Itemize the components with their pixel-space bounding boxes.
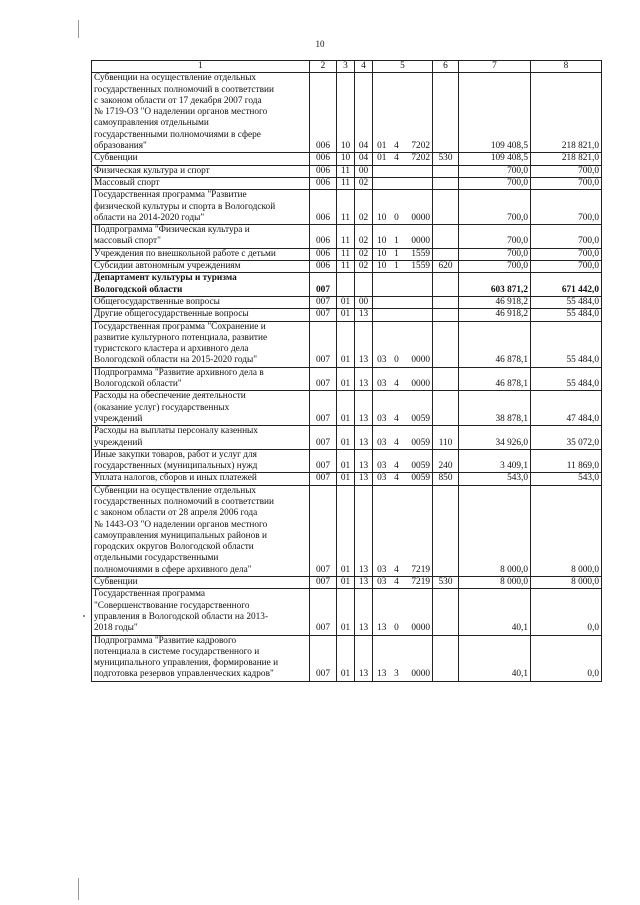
cell-amount-year1: 543,0 bbox=[459, 473, 531, 485]
cell-section bbox=[337, 273, 355, 297]
cell-direction: 7202 bbox=[403, 153, 433, 165]
cell-expense-type bbox=[433, 485, 459, 576]
row-name-text: Физическая культура и спорт bbox=[94, 165, 210, 176]
row-name bbox=[92, 426, 310, 450]
header-col-6: 6 bbox=[433, 61, 459, 73]
cell-subsection: 04 bbox=[355, 73, 373, 153]
cell-subsection: 02 bbox=[355, 225, 373, 249]
cell-program: 10 bbox=[373, 225, 391, 249]
cell-direction: 7219 bbox=[403, 577, 433, 589]
cell-direction: 0000 bbox=[403, 190, 433, 225]
cell-amount-year2: 700,0 bbox=[531, 261, 602, 273]
row-name-text: Субсидии автономным учреждениям bbox=[94, 261, 241, 272]
cell-program: 01 bbox=[373, 153, 391, 165]
cell-subsection: 13 bbox=[355, 321, 373, 367]
cell-grbs: 006 bbox=[310, 177, 337, 189]
row-name bbox=[92, 589, 310, 635]
cell-expense-type: 530 bbox=[433, 577, 459, 589]
cell-subsection: 04 bbox=[355, 153, 373, 165]
row-name-text: Расходы на обеспечение деятельности (оказание услуг) государственных учреждений bbox=[94, 391, 246, 424]
cell-section: 01 bbox=[337, 426, 355, 450]
cell-subprogram: 4 bbox=[391, 449, 403, 473]
row-name-text: Субвенции на осуществление отдельных государственных полномочий в соответствии с законом области от 28 апреля 2006 года № 1443-ОЗ "О наделении органов местного самоуправления муниципальных районов и городских округов Вологодской области отдельными государственными полномочиями в сфере архивного дела" bbox=[94, 485, 274, 575]
cell-section: 11 bbox=[337, 261, 355, 273]
row-name-text: Государственная программа "Развитие физической культуры и спорта в Вологодской области на 2014-2020 годы" bbox=[94, 190, 276, 223]
binding-mark-bottom bbox=[78, 878, 79, 900]
cell-section: 10 bbox=[337, 153, 355, 165]
table-row bbox=[92, 473, 602, 485]
cell-subsection: 02 bbox=[355, 177, 373, 189]
cell-expense-type bbox=[433, 391, 459, 426]
cell-direction bbox=[403, 165, 433, 177]
cell-program: 10 bbox=[373, 261, 391, 273]
cell-section: 01 bbox=[337, 635, 355, 681]
row-name bbox=[92, 485, 310, 576]
row-name-text: Уплата налогов, сборов и иных платежей bbox=[94, 473, 257, 484]
table-row bbox=[92, 225, 602, 249]
cell-subsection: 13 bbox=[355, 485, 373, 576]
cell-program: 03 bbox=[373, 473, 391, 485]
cell-subprogram bbox=[391, 165, 403, 177]
row-name bbox=[92, 577, 310, 589]
cell-amount-year2: 700,0 bbox=[531, 165, 602, 177]
cell-amount-year2: 55 484,0 bbox=[531, 367, 602, 391]
cell-program: 03 bbox=[373, 321, 391, 367]
cell-direction: 0059 bbox=[403, 391, 433, 426]
cell-amount-year1: 700,0 bbox=[459, 248, 531, 260]
table-row bbox=[92, 296, 602, 308]
header-col-4: 4 bbox=[355, 61, 373, 73]
cell-amount-year2: 55 484,0 bbox=[531, 309, 602, 321]
cell-grbs: 007 bbox=[310, 273, 337, 297]
table-row bbox=[92, 309, 602, 321]
cell-amount-year2: 55 484,0 bbox=[531, 296, 602, 308]
cell-subsection: 13 bbox=[355, 309, 373, 321]
cell-grbs: 006 bbox=[310, 248, 337, 260]
cell-amount-year2: 671 442,0 bbox=[531, 273, 602, 297]
cell-amount-year2: 700,0 bbox=[531, 177, 602, 189]
cell-subprogram: 4 bbox=[391, 367, 403, 391]
row-name bbox=[92, 153, 310, 165]
cell-subsection: 02 bbox=[355, 248, 373, 260]
cell-section: 01 bbox=[337, 321, 355, 367]
cell-program bbox=[373, 165, 391, 177]
cell-program bbox=[373, 296, 391, 308]
table-row bbox=[92, 273, 602, 297]
cell-direction bbox=[403, 296, 433, 308]
cell-amount-year1: 8 000,0 bbox=[459, 577, 531, 589]
cell-amount-year1: 46 918,2 bbox=[459, 309, 531, 321]
cell-amount-year1: 46 918,2 bbox=[459, 296, 531, 308]
cell-program: 03 bbox=[373, 449, 391, 473]
row-name-text: Субвенции на осуществление отдельных государственных полномочий в соответствии с законом области от 17 декабря 2007 года № 1719-ОЗ "О наделении органов местного самоуправления отдельными государственными полномочиями в сфере образования" bbox=[94, 73, 274, 152]
cell-subprogram: 4 bbox=[391, 426, 403, 450]
row-name bbox=[92, 473, 310, 485]
cell-program: 03 bbox=[373, 391, 391, 426]
cell-amount-year2: 0,0 bbox=[531, 635, 602, 681]
header-row bbox=[92, 61, 602, 73]
cell-amount-year1: 700,0 bbox=[459, 261, 531, 273]
cell-subprogram: 4 bbox=[391, 153, 403, 165]
row-name bbox=[92, 367, 310, 391]
cell-program bbox=[373, 309, 391, 321]
cell-amount-year2: 55 484,0 bbox=[531, 321, 602, 367]
cell-amount-year1: 38 878,1 bbox=[459, 391, 531, 426]
cell-grbs: 007 bbox=[310, 473, 337, 485]
cell-amount-year1: 46 878,1 bbox=[459, 367, 531, 391]
table-row bbox=[92, 391, 602, 426]
cell-expense-type bbox=[433, 296, 459, 308]
cell-direction: 0000 bbox=[403, 321, 433, 367]
cell-amount-year1: 109 408,5 bbox=[459, 153, 531, 165]
cell-program: 03 bbox=[373, 426, 391, 450]
row-name bbox=[92, 449, 310, 473]
cell-direction: 0000 bbox=[403, 225, 433, 249]
cell-subsection bbox=[355, 273, 373, 297]
cell-grbs: 007 bbox=[310, 589, 337, 635]
table-row bbox=[92, 153, 602, 165]
cell-program: 13 bbox=[373, 635, 391, 681]
row-name-text: Субвенции bbox=[94, 577, 138, 588]
cell-grbs: 006 bbox=[310, 225, 337, 249]
row-name-text: Подпрограмма "Развитие архивного дела в Вологодской области" bbox=[94, 367, 264, 390]
cell-direction: 0000 bbox=[403, 589, 433, 635]
cell-program bbox=[373, 177, 391, 189]
cell-section: 11 bbox=[337, 190, 355, 225]
cell-program: 13 bbox=[373, 589, 391, 635]
cell-section: 01 bbox=[337, 589, 355, 635]
cell-amount-year2: 0,0 bbox=[531, 589, 602, 635]
cell-subsection: 02 bbox=[355, 261, 373, 273]
header-col-3: 3 bbox=[337, 61, 355, 73]
cell-grbs: 006 bbox=[310, 261, 337, 273]
cell-expense-type bbox=[433, 321, 459, 367]
row-name bbox=[92, 309, 310, 321]
cell-subprogram: 4 bbox=[391, 473, 403, 485]
table-row bbox=[92, 426, 602, 450]
cell-expense-type bbox=[433, 73, 459, 153]
cell-subsection: 13 bbox=[355, 391, 373, 426]
cell-direction bbox=[403, 273, 433, 297]
cell-program: 03 bbox=[373, 577, 391, 589]
cell-amount-year2: 218 821,0 bbox=[531, 153, 602, 165]
cell-expense-type: 850 bbox=[433, 473, 459, 485]
row-name-text: Расходы на выплаты персоналу казенных учреждений bbox=[94, 426, 258, 448]
row-name bbox=[92, 273, 310, 297]
row-name-text: Подпрограмма "Развитие кадрового потенциала в системе государственного и муниципального управления, формирование и подготовка резервов управленческих кадров" bbox=[94, 635, 279, 680]
cell-direction: 7202 bbox=[403, 73, 433, 153]
cell-direction bbox=[403, 309, 433, 321]
cell-amount-year1: 603 871,2 bbox=[459, 273, 531, 297]
row-name bbox=[92, 296, 310, 308]
row-name-text: Общегосударственные вопросы bbox=[94, 296, 220, 307]
cell-expense-type bbox=[433, 165, 459, 177]
page-number: 10 bbox=[315, 39, 325, 49]
cell-amount-year1: 40,1 bbox=[459, 589, 531, 635]
cell-section: 10 bbox=[337, 73, 355, 153]
budget-table bbox=[91, 60, 602, 682]
cell-section: 11 bbox=[337, 248, 355, 260]
cell-program: 03 bbox=[373, 367, 391, 391]
cell-grbs: 007 bbox=[310, 449, 337, 473]
cell-expense-type bbox=[433, 190, 459, 225]
cell-direction: 0059 bbox=[403, 449, 433, 473]
cell-expense-type bbox=[433, 177, 459, 189]
cell-subprogram: 0 bbox=[391, 190, 403, 225]
cell-direction: 0059 bbox=[403, 473, 433, 485]
table-row bbox=[92, 485, 602, 576]
table-row bbox=[92, 73, 602, 153]
cell-subprogram: 3 bbox=[391, 635, 403, 681]
cell-grbs: 006 bbox=[310, 153, 337, 165]
cell-expense-type: 530 bbox=[433, 153, 459, 165]
cell-section: 01 bbox=[337, 296, 355, 308]
cell-direction: 1559 bbox=[403, 261, 433, 273]
row-name bbox=[92, 190, 310, 225]
cell-amount-year1: 700,0 bbox=[459, 165, 531, 177]
cell-section: 01 bbox=[337, 391, 355, 426]
cell-amount-year2: 218 821,0 bbox=[531, 73, 602, 153]
cell-section: 01 bbox=[337, 309, 355, 321]
cell-amount-year2: 700,0 bbox=[531, 248, 602, 260]
table-row bbox=[92, 165, 602, 177]
cell-program bbox=[373, 273, 391, 297]
row-name bbox=[92, 248, 310, 260]
row-name bbox=[92, 165, 310, 177]
cell-section: 01 bbox=[337, 485, 355, 576]
cell-amount-year2: 700,0 bbox=[531, 190, 602, 225]
table-row bbox=[92, 449, 602, 473]
cell-subprogram bbox=[391, 296, 403, 308]
cell-subprogram: 4 bbox=[391, 577, 403, 589]
cell-direction: 0000 bbox=[403, 367, 433, 391]
row-name bbox=[92, 261, 310, 273]
cell-subprogram: 0 bbox=[391, 589, 403, 635]
cell-direction bbox=[403, 177, 433, 189]
cell-subsection: 13 bbox=[355, 473, 373, 485]
cell-grbs: 007 bbox=[310, 635, 337, 681]
cell-subprogram bbox=[391, 273, 403, 297]
cell-subprogram: 1 bbox=[391, 248, 403, 260]
cell-direction: 0059 bbox=[403, 426, 433, 450]
cell-amount-year1: 34 926,0 bbox=[459, 426, 531, 450]
cell-subprogram bbox=[391, 177, 403, 189]
cell-program: 10 bbox=[373, 248, 391, 260]
cell-expense-type bbox=[433, 635, 459, 681]
cell-amount-year1: 8 000,0 bbox=[459, 485, 531, 576]
table-row bbox=[92, 177, 602, 189]
cell-expense-type: 620 bbox=[433, 261, 459, 273]
cell-amount-year2: 11 869,0 bbox=[531, 449, 602, 473]
cell-amount-year2: 8 000,0 bbox=[531, 485, 602, 576]
cell-grbs: 007 bbox=[310, 426, 337, 450]
cell-direction: 1559 bbox=[403, 248, 433, 260]
row-name bbox=[92, 177, 310, 189]
cell-grbs: 006 bbox=[310, 165, 337, 177]
cell-section: 11 bbox=[337, 165, 355, 177]
table-row bbox=[92, 367, 602, 391]
cell-subsection: 13 bbox=[355, 426, 373, 450]
table-row bbox=[92, 577, 602, 589]
cell-subsection: 13 bbox=[355, 589, 373, 635]
cell-grbs: 007 bbox=[310, 321, 337, 367]
cell-subsection: 13 bbox=[355, 449, 373, 473]
row-name bbox=[92, 225, 310, 249]
cell-grbs: 007 bbox=[310, 296, 337, 308]
cell-amount-year2: 543,0 bbox=[531, 473, 602, 485]
table-row bbox=[92, 248, 602, 260]
table-row bbox=[92, 635, 602, 681]
header-col-7: 7 bbox=[459, 61, 531, 73]
cell-subsection: 00 bbox=[355, 165, 373, 177]
cell-grbs: 007 bbox=[310, 391, 337, 426]
cell-section: 01 bbox=[337, 449, 355, 473]
row-name-text: Учреждения по внешкольной работе с детьми bbox=[94, 248, 276, 259]
row-name-text: Подпрограмма "Физическая культура и массовый спорт" bbox=[94, 225, 250, 247]
cell-program: 10 bbox=[373, 190, 391, 225]
cell-direction: 7219 bbox=[403, 485, 433, 576]
cell-expense-type bbox=[433, 248, 459, 260]
row-name-text: Массовый спорт bbox=[94, 177, 160, 188]
cell-expense-type bbox=[433, 589, 459, 635]
cell-program: 01 bbox=[373, 73, 391, 153]
table-row bbox=[92, 321, 602, 367]
table-row bbox=[92, 190, 602, 225]
cell-direction: 0000 bbox=[403, 635, 433, 681]
cell-subprogram: 4 bbox=[391, 485, 403, 576]
row-name-text: Государственная программа "Сохранение и развитие культурного потенциала, развитие туристского кластера и архивного дела Вологодской области на 2015-2020 годы" bbox=[94, 321, 268, 366]
cell-expense-type: 110 bbox=[433, 426, 459, 450]
row-name bbox=[92, 321, 310, 367]
cell-subprogram: 4 bbox=[391, 73, 403, 153]
cell-amount-year2: 700,0 bbox=[531, 225, 602, 249]
cell-grbs: 006 bbox=[310, 73, 337, 153]
cell-subprogram: 0 bbox=[391, 321, 403, 367]
cell-subprogram bbox=[391, 309, 403, 321]
cell-amount-year2: 8 000,0 bbox=[531, 577, 602, 589]
header-col-2: 2 bbox=[310, 61, 337, 73]
cell-section: 01 bbox=[337, 577, 355, 589]
cell-grbs: 007 bbox=[310, 485, 337, 576]
row-name-text: Иные закупки товаров, работ и услуг для государственных (муниципальных) нужд bbox=[94, 449, 258, 472]
cell-subsection: 13 bbox=[355, 635, 373, 681]
cell-subprogram: 4 bbox=[391, 391, 403, 426]
cell-amount-year2: 35 072,0 bbox=[531, 426, 602, 450]
row-name-text: Другие общегосударственные вопросы bbox=[94, 309, 249, 320]
row-name bbox=[92, 391, 310, 426]
cell-section: 11 bbox=[337, 177, 355, 189]
row-name-text: Субвенции bbox=[94, 153, 138, 164]
cell-subsection: 00 bbox=[355, 296, 373, 308]
cell-expense-type: 240 bbox=[433, 449, 459, 473]
cell-expense-type bbox=[433, 309, 459, 321]
table-row bbox=[92, 261, 602, 273]
header-col-1: 1 bbox=[92, 61, 310, 73]
cell-section: 01 bbox=[337, 367, 355, 391]
header-col-8: 8 bbox=[531, 61, 602, 73]
row-name bbox=[92, 73, 310, 153]
cell-section: 11 bbox=[337, 225, 355, 249]
margin-dot bbox=[83, 615, 85, 617]
cell-amount-year1: 109 408,5 bbox=[459, 73, 531, 153]
row-name bbox=[92, 635, 310, 681]
cell-subsection: 13 bbox=[355, 577, 373, 589]
row-name-text: Государственная программа "Совершенствование государственного управления в Вологодской области на 2013- 2018 годы" bbox=[94, 589, 269, 634]
row-name-text: Департамент культуры и туризма Вологодской области bbox=[94, 273, 237, 295]
cell-amount-year1: 700,0 bbox=[459, 190, 531, 225]
cell-amount-year1: 3 409,1 bbox=[459, 449, 531, 473]
cell-grbs: 007 bbox=[310, 577, 337, 589]
cell-grbs: 006 bbox=[310, 190, 337, 225]
cell-grbs: 007 bbox=[310, 367, 337, 391]
cell-subprogram: 1 bbox=[391, 261, 403, 273]
cell-program: 03 bbox=[373, 485, 391, 576]
cell-amount-year2: 47 484,0 bbox=[531, 391, 602, 426]
cell-expense-type bbox=[433, 273, 459, 297]
cell-amount-year1: 700,0 bbox=[459, 177, 531, 189]
cell-subsection: 13 bbox=[355, 367, 373, 391]
cell-expense-type bbox=[433, 367, 459, 391]
cell-grbs: 007 bbox=[310, 309, 337, 321]
table-row bbox=[92, 589, 602, 635]
cell-amount-year1: 46 878,1 bbox=[459, 321, 531, 367]
cell-subprogram: 1 bbox=[391, 225, 403, 249]
cell-section: 01 bbox=[337, 473, 355, 485]
header-col-5: 5 bbox=[373, 61, 433, 73]
cell-subsection: 02 bbox=[355, 190, 373, 225]
binding-mark-top bbox=[78, 20, 79, 38]
cell-expense-type bbox=[433, 225, 459, 249]
cell-amount-year1: 700,0 bbox=[459, 225, 531, 249]
cell-amount-year1: 40,1 bbox=[459, 635, 531, 681]
